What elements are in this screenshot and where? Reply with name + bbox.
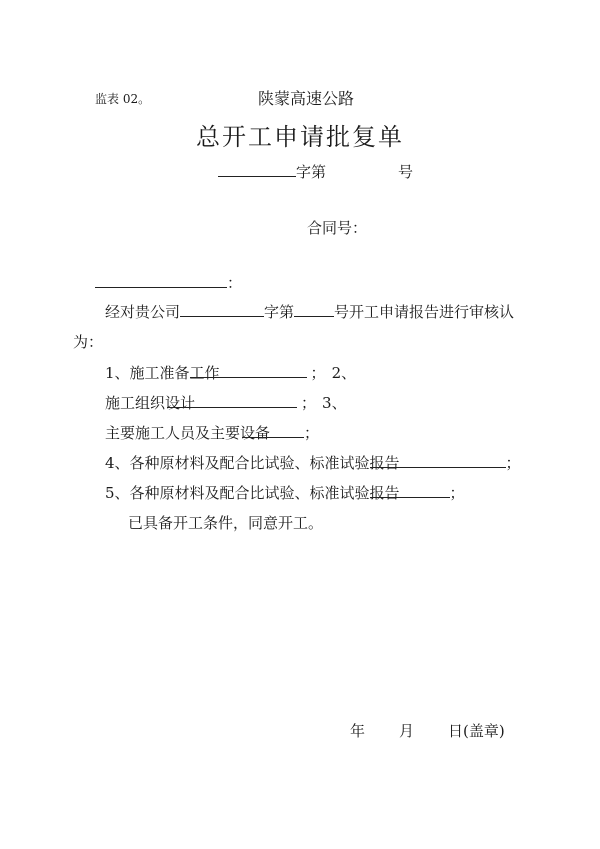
intro-part3: 号开工申请报告进行审核认 [334,303,515,321]
reference-zi-di: 字第 [296,163,327,181]
item3-semicolon: ； [304,424,320,442]
date-year: 年 [350,722,366,740]
reference-prefix-blank[interactable] [218,162,296,177]
item3-blank[interactable] [242,423,304,438]
item1-semicolon: ； [310,364,326,382]
item-line-2 [105,392,347,413]
item-line-1 [105,362,356,383]
item5-semicolon: ； [449,484,465,502]
date-month: 月 [399,722,415,740]
form-code: 监表 02。 [95,92,151,106]
item3-number: 3、 [322,394,347,412]
item4-text: 4、各种原材料及配合比试验、标准试验报告 [105,454,400,472]
item1-text: 1、施工准备工作 [105,364,220,382]
item5-text: 5、各种原材料及配合比试验、标准试验报告 [105,484,400,502]
project-name: 陕蒙高速公路 [258,89,355,108]
date-seal-line [350,720,505,741]
item2-text: 施工组织设计 [105,394,196,412]
document-title: 总开工申请批复单 [196,123,404,151]
intro-line-1 [105,301,514,322]
item-line-3 [105,422,319,443]
intro-line-2: 为： [73,333,104,351]
item2-number: 2、 [331,364,357,382]
addressee-colon: ： [227,274,243,292]
reference-hao: 号 [398,163,414,181]
item4-semicolon: ； [505,454,521,472]
addressee-line [95,272,242,293]
conclusion-text: 已具备开工条件，同意开工。 [128,514,324,532]
item2-semicolon: ； [301,394,317,412]
date-day-seal: 日(盖章) [448,722,505,740]
item4-blank[interactable] [370,453,506,468]
intro-company-blank[interactable] [180,302,264,317]
intro-part2: 字第 [264,303,295,321]
item2-blank[interactable] [167,393,297,408]
item3-text: 主要施工人员及主要设备 [105,424,271,442]
contract-number-label: 合同号： [307,219,368,237]
intro-part1: 经对贵公司 [105,303,181,321]
reference-number-line [218,161,413,182]
item1-blank[interactable] [190,363,307,378]
item-line-4 [105,452,521,473]
item-line-5 [105,482,465,503]
intro-number-blank[interactable] [294,302,334,317]
item5-blank[interactable] [370,483,450,498]
addressee-blank[interactable] [95,273,227,288]
